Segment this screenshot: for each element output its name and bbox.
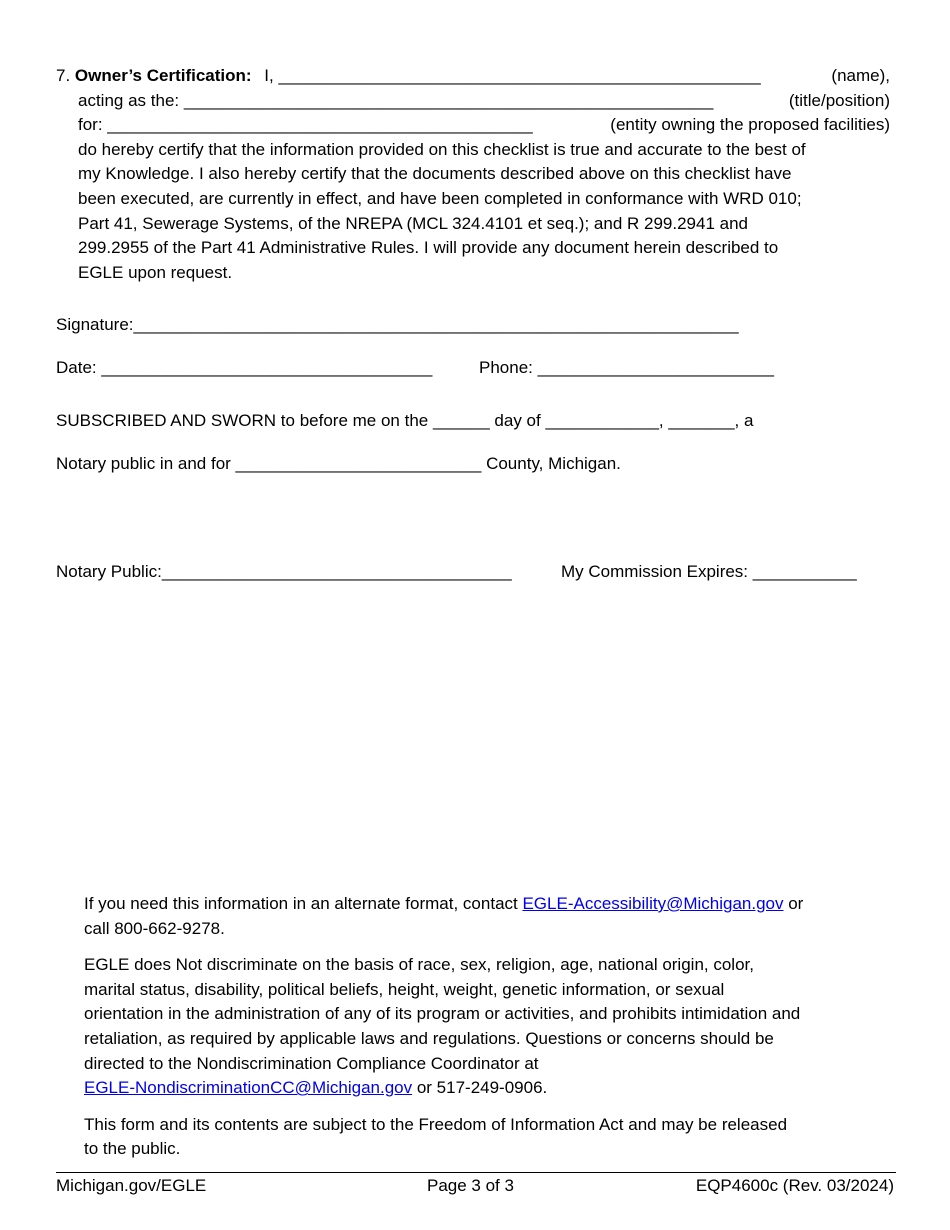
certification-body-line: do hereby certify that the information provided on this checklist is true and accurate to the best of — [78, 139, 806, 159]
accessibility-text: If you need this information in an alternate format, contact — [84, 894, 523, 913]
nondiscrimination-line: retaliation, as required by applicable laws and regulations. Questions or concerns should be — [84, 1028, 774, 1048]
title-position-field[interactable]: ________________________________________________________ — [183, 90, 714, 110]
title-position-label: (title/position) — [788, 90, 890, 110]
certification-body-line: been executed, are currently in effect, and have been completed in conformance with WRD 010; — [78, 188, 802, 208]
sworn-statement: SUBSCRIBED AND SWORN to before me on the ______ day of ____________, _______, a — [56, 411, 754, 430]
footer-page-number: Page 3 of 3 — [427, 1176, 514, 1195]
signature-field[interactable]: ________________________________________________________________ — [133, 315, 739, 334]
notary-county-line: Notary public in and for __________________________ County, Michigan. — [56, 454, 621, 473]
footer-notes — [84, 892, 884, 1174]
certification-body-line: EGLE upon request. — [78, 262, 233, 282]
nondiscrimination-phone-text: or 517-249-0906. — [412, 1078, 548, 1098]
nondiscrimination-email-link[interactable]: EGLE-NondiscriminationCC@Michigan.gov — [84, 1078, 413, 1098]
title-lead: acting as the: — [78, 90, 184, 110]
certification-line-name — [56, 64, 896, 89]
foia-note — [84, 1113, 884, 1162]
phone-field[interactable]: _________________________ — [537, 358, 774, 377]
name-lead: I, — [264, 66, 279, 85]
name-field[interactable]: ___________________________________________________ — [278, 66, 761, 85]
date-field[interactable]: ___________________________________ — [101, 358, 433, 377]
phone-line — [479, 358, 774, 378]
date-label: Date: — [56, 358, 102, 377]
footer-divider — [56, 1172, 896, 1173]
certification-heading: Owner’s Certification: — [74, 66, 252, 85]
notary-public-line — [56, 562, 512, 582]
nondiscrimination-note — [84, 953, 884, 1101]
owners-certification-section — [56, 64, 896, 285]
accessibility-phone-text: call 800-662-9278. — [84, 918, 225, 938]
commission-line — [561, 562, 857, 582]
phone-label: Phone: — [479, 358, 538, 377]
certification-body-line: 299.2955 of the Part 41 Administrative Rules. I will provide any document herein described to — [78, 238, 779, 258]
name-label: (name), — [831, 66, 890, 85]
foia-line: This form and its contents are subject to the Freedom of Information Act and may be released — [84, 1114, 788, 1134]
notary-public-label: Notary Public: — [56, 562, 162, 581]
section-number: 7. — [56, 66, 71, 85]
entity-label: (entity owning the proposed facilities) — [610, 115, 890, 135]
notary-public-field[interactable]: _____________________________________ — [161, 562, 512, 581]
nondiscrimination-line: EGLE does Not discriminate on the basis of race, sex, religion, age, national origin, color, — [84, 955, 754, 975]
foia-line: to the public. — [84, 1139, 181, 1159]
commission-field[interactable]: ___________ — [752, 562, 857, 581]
commission-label: My Commission Expires: — [561, 562, 753, 581]
footer-site: Michigan.gov/EGLE — [56, 1176, 207, 1195]
certification-body-line: Part 41, Sewerage Systems, of the NREPA (MCL 324.4101 et seq.); and R 299.2941 and — [78, 213, 748, 233]
certification-line-title — [56, 89, 896, 114]
footer-form-id: EQP4600c (Rev. 03/2024) — [695, 1176, 894, 1195]
nondiscrimination-line: directed to the Nondiscrimination Compliance Coordinator at — [84, 1053, 539, 1073]
certification-body-line: my Knowledge. I also hereby certify that the documents described above on this checklist have — [78, 164, 792, 184]
accessibility-text-or: or — [783, 894, 804, 913]
signature-label: Signature: — [56, 315, 134, 334]
nondiscrimination-line: marital status, disability, political beliefs, height, weight, genetic information, or sexual — [84, 979, 725, 999]
accessibility-note — [84, 892, 884, 941]
entity-field[interactable]: _____________________________________________ — [107, 115, 533, 135]
date-line — [56, 358, 432, 378]
entity-lead: for: — [78, 115, 108, 135]
accessibility-email-link[interactable]: EGLE-Accessibility@Michigan.gov — [522, 894, 784, 913]
nondiscrimination-line: orientation in the administration of any of its program or activities, and prohibits intimidation and — [84, 1004, 801, 1024]
signature-line — [56, 315, 739, 335]
certification-line-entity — [56, 113, 896, 138]
